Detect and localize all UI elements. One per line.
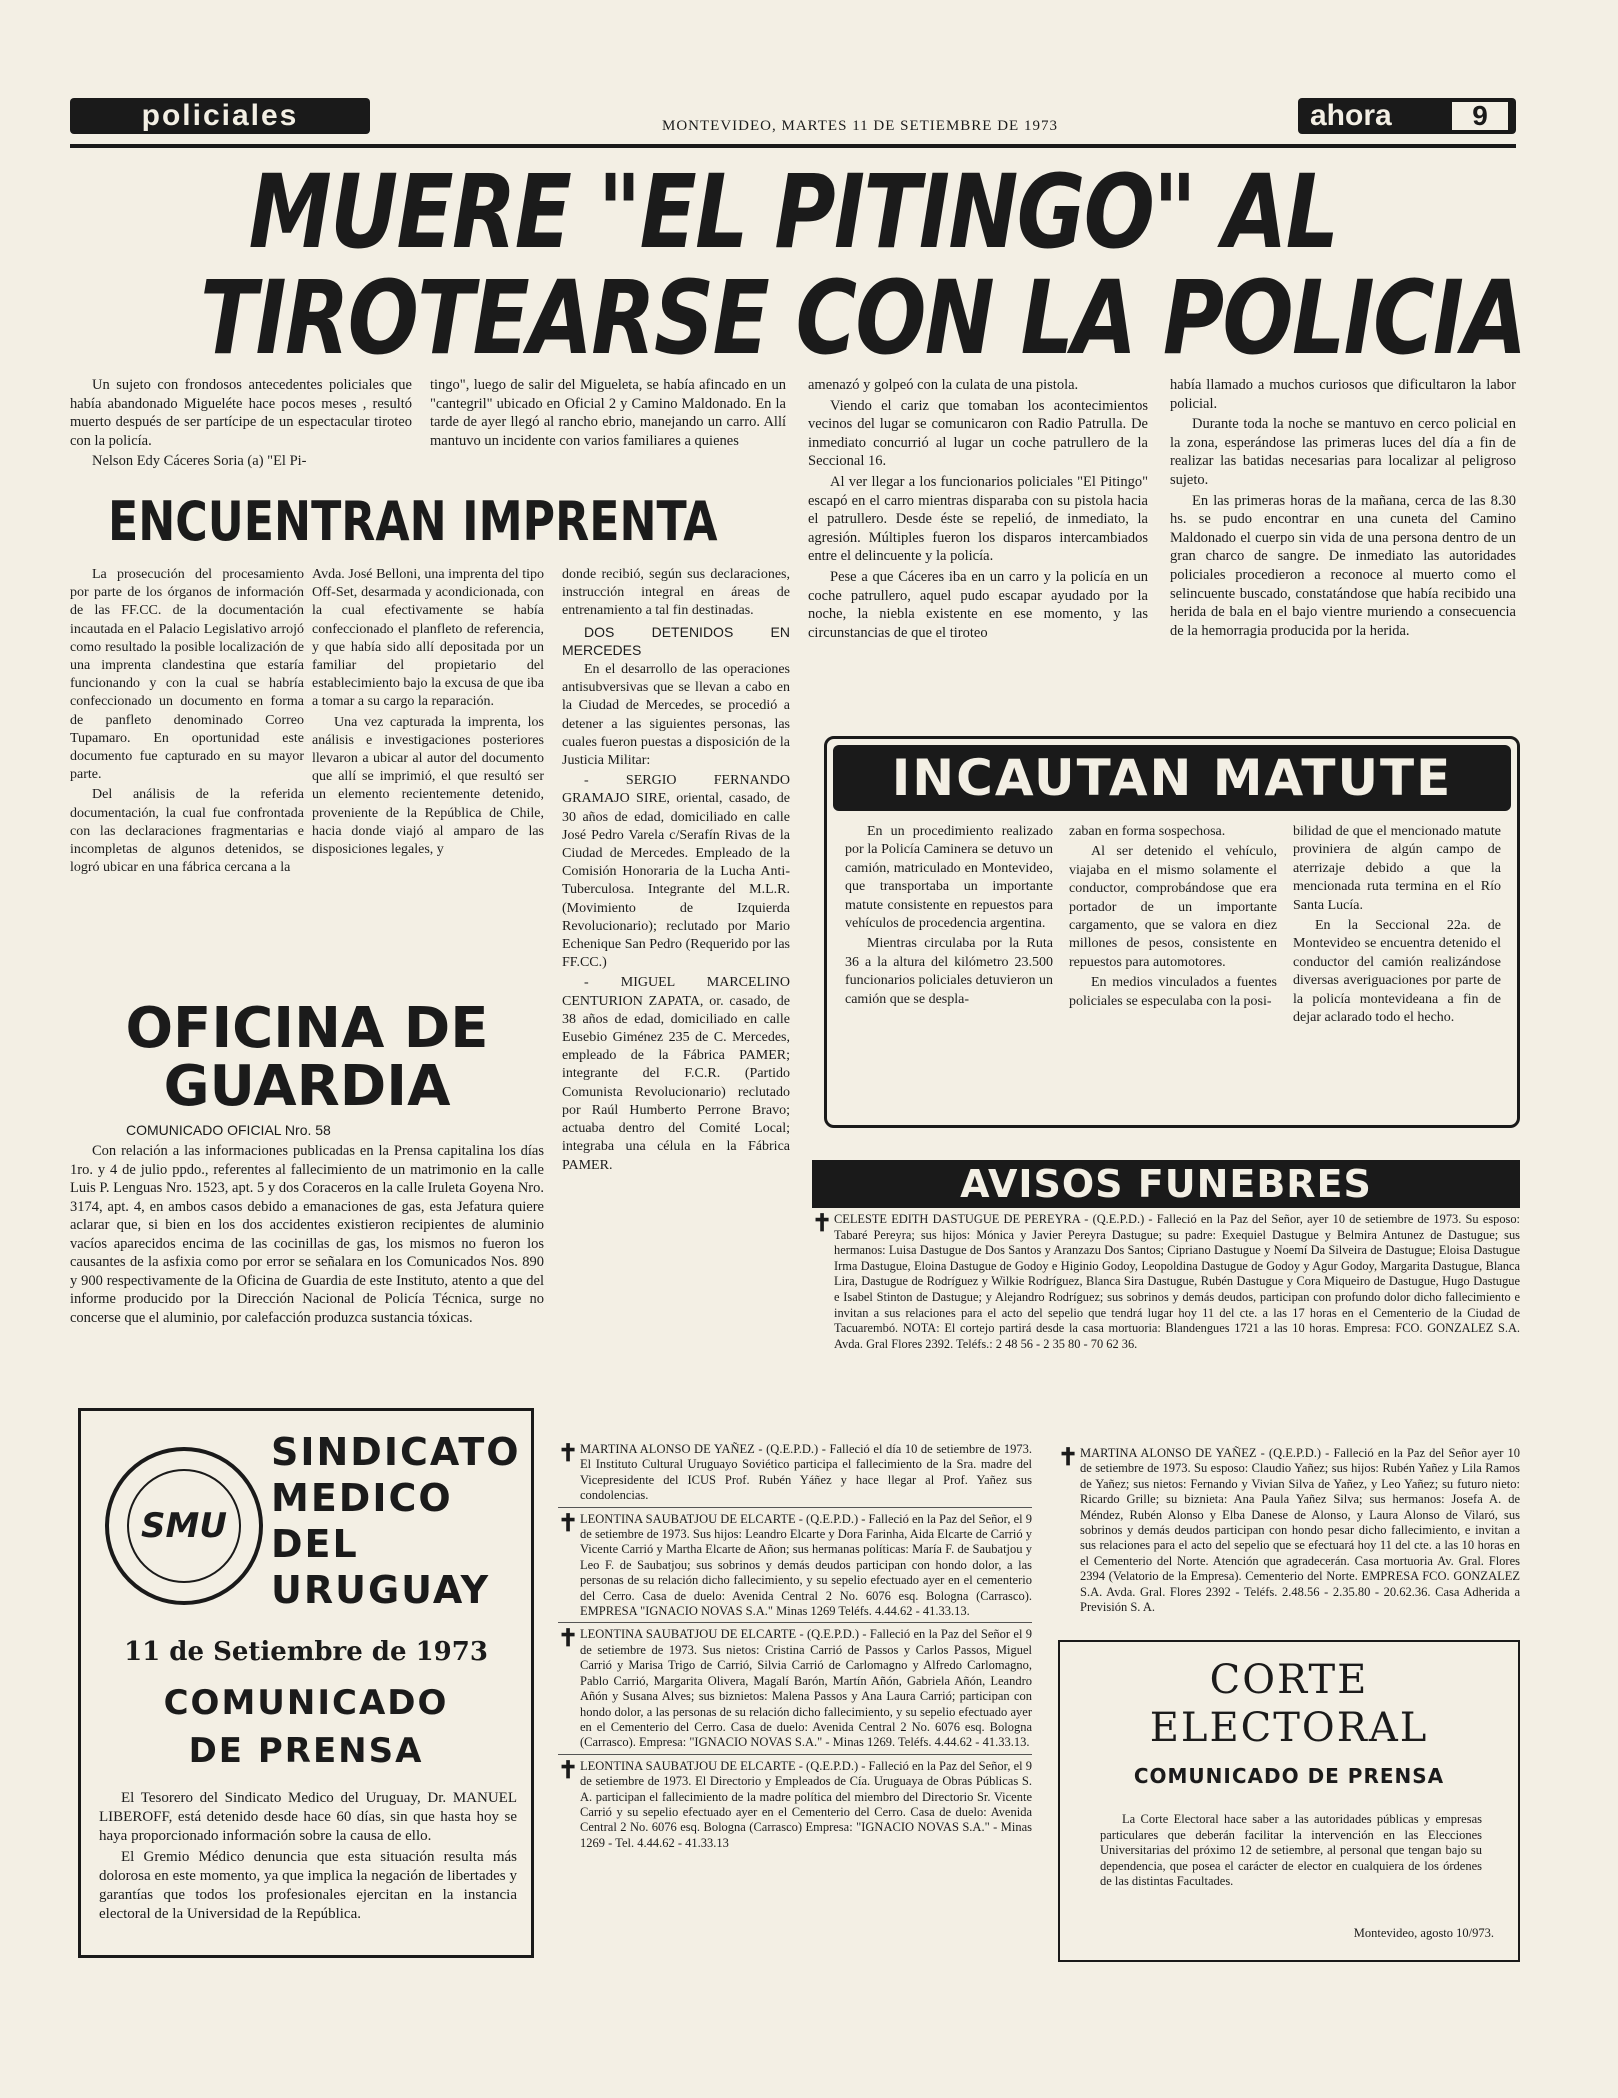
smu-date: 11 de Setiembre de 1973 [124, 1637, 488, 1667]
matute-col1 [845, 823, 1053, 1011]
paragraph: En las primeras horas de la mañana, cerca de las 8.30 hs. se pudo encontrar en una cuneta del Camino Maldonado el cuerpo sin vida de una persona dentro de un gran charco de sangre. De inmediato las autoridades policiales procedieron a reconoce al muerto como el selincuente buscado, constatándose que había recibido una herida de bala en el bajo vientre muriendo a consecuencia de la hemorragia producida por la herida. [1170, 492, 1516, 639]
paragraph: En medios vinculados a fuentes policiales se especulaba con la posi- [1069, 975, 1277, 1009]
paragraph: amenazó y golpeó con la culata de una pistola. [808, 377, 1079, 393]
aviso-text: LEONTINA SAUBATJOU DE ELCARTE - (Q.E.P.D.) - Falleció en la Paz del Señor el 9 de setiembre de 1973. Sus nietos: Cristina Carrió de Passos y Carlos Passos, Miguel Carrió y Marisa Trigo de Carrió, Silvia Carrió de Carlomagno y Alfredo Carlomagno, Pablo Carrió, Margarita Olivera, Magalí Barón, Martín Añón, Gabriela Añón, Leandro Añón y Susana Alves; sus biznietos: Malena Passos y Ana Laura Carrió; participan con hondo dolor, a las personas de su relación dicho fallecimiento, y su sepelio efectuado ayer en el Cementerio del Cerro. Casa de duelo: Avenida Central 2 No. 6076 esq. Bologna (Carrasco). Empresa: "IGNACIO NOVAS S.A." - Minas 1269. Teléfs. 4.44.62 - 41.33.13. [580, 1627, 1032, 1750]
aviso-item [558, 1759, 1032, 1854]
smu-heading1: COMUNICADO [163, 1683, 449, 1723]
aviso-text: LEONTINA SAUBATJOU DE ELCARTE - (Q.E.P.D.) - Falleció en la Paz del Señor, el 9 de setiembre de 1973. Sus hijos: Leandro Elcarte y Dora Farinha, Aida Elcarte de Carrió y Vicente Carrió y Martha Elcarte de Añon; sus hermanas políticas: María F. de Saubatjou y Leo F. de Saubatjou; sus sobrinos y demás deudos participan con hondo dolor, a las personas de su relación dicho fallecimiento, y su sepelio efectuado ayer en el cementerio del Cerro. Casa de duelo: Avenida Central 2 No. 6076 esq. Bologna (Carrasco). EMPRESA "IGNACIO NOVAS S.A." Minas 1269 Teléfs. 4.44.62 - 41.33.13. [580, 1511, 1032, 1619]
paragraph: Durante toda la noche se mantuvo en cerco policial en la zona, esperándose las primeras luces del día a fin de realizar las batidas necesarias para localizar al peligroso sujeto. [1170, 416, 1516, 488]
smu-title-line: SINDICATO [271, 1430, 521, 1474]
imprenta-title: ENCUENTRAN IMPRENTA [108, 490, 718, 553]
imprenta-col1 [70, 566, 304, 879]
aviso-item [1058, 1446, 1520, 1618]
section-tag: policiales [70, 98, 370, 134]
corte-title-line2: ELECTORAL [1149, 1705, 1429, 1751]
headline-line1: MUERE "EL PITINGO" AL [248, 153, 1338, 272]
pitingo-col2 [430, 376, 786, 452]
paragraph: donde recibió, según sus declaraciones, instrucción integral en áreas de entrenamiento a tal fin destinadas. [562, 567, 790, 619]
smu-title-line: DEL [271, 1522, 359, 1566]
matute-box [824, 736, 1520, 1128]
main-headline [200, 153, 1526, 378]
masthead-rule [70, 144, 1516, 148]
aviso-item [558, 1627, 1032, 1754]
paragraph: El Gremio Médico denuncia que esta situación resulta más dolorosa en este momento, ya que implica la negación de libertades y garantías que todos los profesionales ejercitan en la instancia electoral de la Universidad de la República. [99, 1849, 517, 1922]
matute-col2 [1069, 823, 1277, 1013]
paragraph: - MIGUEL MARCELINO CENTURION ZAPATA, or. casado, de 38 años de edad, domiciliado en calle Eusebio Giménez 235 de C. Mercedes, empleado de la Fábrica PAMER; integrante del F.C.R. (Partido Comunista Revolucionario) reclutado por Raúl Humberto Perrone Bravo; actuaba dentro del Comité Local; integraba una célula en la Fábrica PAMER. [562, 975, 790, 1173]
paragraph: Con relación a las informaciones publicadas en la Prensa capitalina los días 1ro. y 4 de julio ppdo., referentes al fallecimiento de un matrimonio en la calle Luis P. Lenguas Nro. 1523, apt. 5 y dos Coraceros en la calle Iruleta Goyena Nro. 3174, apt. 4, en ambos casos debido a emanaciones de gas, esta Jefatura quiere aclarar que, si bien en los dos accidentes existieron recipientes de aluminio vacíos aparecidos encima de las cocinillas de gas, los mismos no fueron los causantes de la asfixia como por error se señalara en los Comunicados Nos. 890 y 900 respectivamente de la Oficina de Guardia de este Instituto, atento a que del informe producido por la Dirección Nacional de Policía Técnica, surge no concerse que el aluminio, por calefacción produzca sustancia tóxicas. [70, 1143, 544, 1326]
smu-box [78, 1408, 534, 1958]
paragraph: había llamado a muchos curiosos que dificultaron la labor policial. [1170, 377, 1516, 412]
paragraph: bilidad de que el mencionado matute proviniera de algún campo de aterrizaje debido a que la mencionada ruta termina en el Río Santa Lucía. [1293, 824, 1501, 913]
funebres-left-column [558, 1442, 1032, 1858]
paragraph: Del análisis de la referida documentación, la cual fue confrontada con las declaraciones fragmentarias e incompletas de algunos detenidos, se logró ubicar en una fábrica cercana a la [70, 787, 304, 876]
paragraph: En la Seccional 22a. de Montevideo se encuentra detenido el conductor del camión realizándose diversas averiguaciones por parte de la policía montevideana a fin de dejar aclarado todo el hecho. [1293, 918, 1501, 1026]
pitingo-col3 [808, 376, 1148, 644]
paragraph: En un procedimiento realizado por la Policía Caminera se detuvo un camión, matriculado en Montevideo, que transportaba un importante matute consistente en repuestos para vehículos de procedencia argentina. [845, 824, 1053, 932]
smu-heading2: DE PRENSA [188, 1731, 424, 1771]
aviso-text: MARTINA ALONSO DE YAÑEZ - (Q.E.P.D.) - Falleció el día 10 de setiembre de 1973. El Instituto Cultural Uruguayo Soviético participa el fallecimiento de la Sra. madre del Vicepresidente del ICUS Prof. Rubén Yáñez y hace llegar al Prof. Yañez sus condolencias. [580, 1442, 1032, 1503]
paragraph: El Tesorero del Sindicato Medico del Uruguay, Dr. MANUEL LIBEROFF, está detenido desde hace 60 días, sin que hasta hoy se haya proporcionado información sobre la causa de ello. [99, 1790, 517, 1844]
aviso-item [812, 1212, 1520, 1355]
paragraph: Un sujeto con frondosos antecedentes policiales que había abandonado Migueléte hace pocos meses , resultó muerto después de ser partícipe de un espectacular tiroteo con la policía. [70, 377, 412, 449]
smu-title [271, 1429, 521, 1613]
guardia-title-line1: OFICINA DE [125, 996, 489, 1061]
corte-subhead: COMUNICADO DE PRENSA [1133, 1764, 1445, 1788]
aviso-item [558, 1442, 1032, 1508]
page-number: 9 [1452, 102, 1508, 130]
cross-icon: ✝ [558, 1626, 579, 1653]
guardia-title-line2: GUARDIA [163, 1054, 451, 1119]
smu-body [99, 1789, 517, 1926]
paragraph: En el desarrollo de las operaciones antisubversivas que se llevan a cabo en la Ciudad de Mercedes, se procedió a detener a las siguientes personas, las cuales fueron puestas a disposición de la Justicia Militar: [562, 662, 790, 769]
subhead-mercedes: DOS DETENIDOS EN MERCEDES [562, 623, 790, 658]
smu-logo-text: SMU [127, 1469, 241, 1583]
paragraph: Mientras circulaba por la Ruta 36 a la altura del kilómetro 23.500 funcionarios policiales detuvieron un camión que se despla- [845, 936, 1053, 1007]
cross-icon: ✝ [1058, 1445, 1079, 1471]
corte-box [1058, 1640, 1520, 1962]
pitingo-col1 [70, 376, 412, 473]
funebres-first [812, 1212, 1520, 1359]
paragraph: La Corte Electoral hace saber a las autoridades públicas y empresas particulares que deberán facilitar la intervención en las Elecciones Universitarias del próximo 12 de setiembre, al personal que tengan bajo su dependencia, que posea el carácter de elector en cualquiera de los órdenes de las distintas Facultades. [1100, 1812, 1482, 1889]
guardia-title [70, 996, 544, 1119]
guardia-body [70, 1142, 544, 1329]
paragraph: tingo", luego de salir del Migueleta, se había afincado en un "cantegril" ubicado en Oficial 2 y Camino Maldonado. En la tarde de ayer llegó al rancho ebrio, manejando un carro. Allí mantuvo un incidente con varios familiares a quienes [430, 377, 786, 449]
aviso-text: MARTINA ALONSO DE YAÑEZ - (Q.E.P.D.) - Falleció en la Paz del Señor ayer 10 de setiembre de 1973. Su esposo: Claudio Yañez; sus hijos: Rubén Yañez y Lila Ramos de Yañez; sus nietos: Fernando y Vivian Silva de Yañez, y Leo Yañez; su futuro nieto: Ricardo Grille; su biznieta: Ana Paula Yañez Silva; sus hermanos: Josefa A. de Méndez, Rubén Alonso y Elba Danese de Alonso, y Laura Alonso de Vilaró, sus sobrinos y demás deudos participan con hondo pesar dicho fallecimiento, e invitan a sus relaciones para el acto del sepelio que se efectuará hoy 11 del cte. a las 10 horas en el Cementerio del Norte. Atención que agradecerán. Casa mortuoria Av. Gral. Flores 2394 (Velatorio de la Empresa). Cementerio del Norte. EMPRESA FCO. GONZALEZ S.A. Avda. Gral. Flores 2392 - Teléfs. 2.48.56 - 2.35.80 - 20.62.36. Casa Adherida a Previsión S. A. [1080, 1446, 1520, 1615]
brand-box [1298, 98, 1516, 134]
paragraph: Viendo el cariz que tomaban los acontecimientos vecinos del lugar se comunicaron con Radio Patrulla. De inmediato concurrió al lugar un coche patrullero de la Seccional 16. [808, 397, 1148, 470]
guardia-subhead: COMUNICADO OFICIAL Nro. 58 [126, 1122, 331, 1138]
paragraph: Avda. José Belloni, una imprenta del tipo Off-Set, desarmada y acondicionada, con la cual efectivamente se había confeccionado el planfleto de referencia, y que había sido allí depositada por un familiar del propietario del establecimiento bajo la excusa de que iba a tomar a su cargo la reparación. [312, 567, 544, 710]
corte-title [1060, 1656, 1518, 1752]
imprenta-col2 [312, 566, 544, 861]
paragraph: Al ver llegar a los funcionarios policiales "El Pitingo" escapó en el carro mientras disparaba con su pistola hacia el patrullero. Desde éste se repelió, de inmediato, la agresión. Múltiples fueron los disparos intercambiados entre el delincuente y la policía. [808, 473, 1148, 565]
brand-name: ahora [1310, 99, 1392, 132]
paragraph: Una vez capturada la imprenta, los análisis e investigaciones posteriores llevaron a ubicar al autor del documento que allí se imprimió, el que resultó ser un elemento recientemente detenido, proveniente de la República de Chile, hacia donde viajó al amparo de las disposiciones legales, y [312, 714, 544, 858]
paragraph: zaban en forma sospechosa. [1069, 824, 1226, 839]
cross-icon: ✝ [812, 1211, 833, 1237]
dateline: MONTEVIDEO, MARTES 11 DE SETIEMBRE DE 1973 [662, 118, 1058, 134]
aviso-text: LEONTINA SAUBATJOU DE ELCARTE - (Q.E.P.D.) - Falleció en la Paz del Señor, el 9 de setiembre de 1973. El Directorio y Empleados de Cía. Uruguaya de Obras Públicas S. A. participan el fallecimiento de la madre política del miembro del Directorio Sr. Vicente Carrió y su sepelio efectuado ayer en el Cementerio del Cerro. Casa de duelo: Avenida Central 2 No. 6076 esq. Bologna (Carrasco) Empresa: "IGNACIO NOVAS S.A." - Minas 1269 - Tel. 4.44.62 - 41.33.13 [580, 1758, 1032, 1850]
corte-body [1100, 1812, 1482, 1892]
aviso-item [558, 1512, 1032, 1624]
paragraph: Pese a que Cáceres iba en un carro y la policía en un coche patrullero, aquel pudo escapar ayudado por la noche, la niebla existente en ese momento, y las circunstancias de que el tiroteo [808, 568, 1148, 641]
funebres-title: AVISOS FUNEBRES [812, 1160, 1520, 1208]
paragraph: Al ser detenido el vehículo, viajaba en el mismo solamente el conductor, comprobándose que era portador de un importante cargamento, que se valora en diez millones de pesos, consistente en repuestos para automotores. [1069, 844, 1277, 970]
matute-title: INCAUTAN MATUTE [833, 745, 1511, 811]
cross-icon: ✝ [558, 1441, 579, 1467]
funebres-right-column [1058, 1446, 1520, 1622]
corte-title-line1: CORTE [1209, 1657, 1369, 1703]
smu-title-line: MEDICO [271, 1476, 453, 1520]
paragraph: La prosecución del procesamiento por parte de los órganos de información de las FF.CC. de la documentación incautada en el Palacio Legislativo arrojó como resultado la posible localización de una imprenta clandestina que estaría funcionando y con la cual se habría confeccionado un documento en forma de panfleto denominado Correo Tupamaro. En oportunidad este documento fue capturado en su mayor parte. [70, 567, 304, 783]
cross-icon: ✝ [558, 1510, 579, 1537]
headline-line2: TIROTEARSE CON LA POLICIA [200, 259, 1526, 378]
aviso-text: CELESTE EDITH DASTUGUE DE PEREYRA - (Q.E.P.D.) - Falleció en la Paz del Señor, ayer 10 de setiembre de 1973. Su esposo: Tabaré Pereyra; sus hijos: Mónica y Javier Pereyra Dastugue; su padre: Exequiel Dastugue y Belmira Antunez de Dastugue; sus hermanos: Luisa Dastugue de Dos Santos y Aranzazu Dos Santos; Cipriano Dastugue y Noemí Da Silveira de Dastugue; Eloisa Dastugue Irma Dastugue, Eloina Dastugue de Godoy e Higinio Godoy, Leopoldina Dastugue de Godoy y Agur Godoy, Margarita Dastugue, Blanca Lira, Dastugue de Rodríguez y Wilkie Rodríguez, Blanca Sira Dastugue, Rubén Dastugue y Cora Miqueiro de Dastugue, Hugo Dastugue e Isabel Stinton de Dastugue; y Alejandro Rodríguez; sus sobrinos y demás deudos, participan con profundo dolor dicho fallecimiento e invitan a sus relaciones para el acto del sepelio que tendrá lugar hoy 11 del cte. a las 17 horas en el Cementerio de la Ciudad de Tacuarembó. NOTA: El cortejo partirá desde la casa mortuoria: Blandengues 1721 a las 10 horas. Empresa: FCO. GONZALEZ S.A. Avda. Gral Flores 2392. Teléfs.: 2 48 56 - 2 35 80 - 70 62 36. [834, 1212, 1520, 1351]
cross-icon: ✝ [558, 1757, 579, 1784]
pitingo-col4 [1170, 376, 1516, 642]
smu-logo [105, 1447, 263, 1605]
imprenta-col3 [562, 566, 790, 1177]
smu-title-line: URUGUAY [271, 1568, 491, 1612]
paragraph: Nelson Edy Cáceres Soria (a) "El Pi- [92, 453, 307, 470]
corte-signoff: Montevideo, agosto 10/973. [1353, 1926, 1494, 1940]
matute-col3 [1293, 823, 1501, 1029]
paragraph: - SERGIO FERNANDO GRAMAJO SIRE, oriental, casado, de 30 años de edad, domiciliado en calle José Pedro Varela c/Serafín Rivas de la Ciudad de Mercedes. Empleado de la Comisión Honoraria de la Lucha Anti-Tuberculosa. Integrante del M.L.R. (Movimiento de Izquierda Revolucionario); reclutado por Mario Echenique San Pedro (Requerido por las FF.CC.) [562, 773, 790, 971]
